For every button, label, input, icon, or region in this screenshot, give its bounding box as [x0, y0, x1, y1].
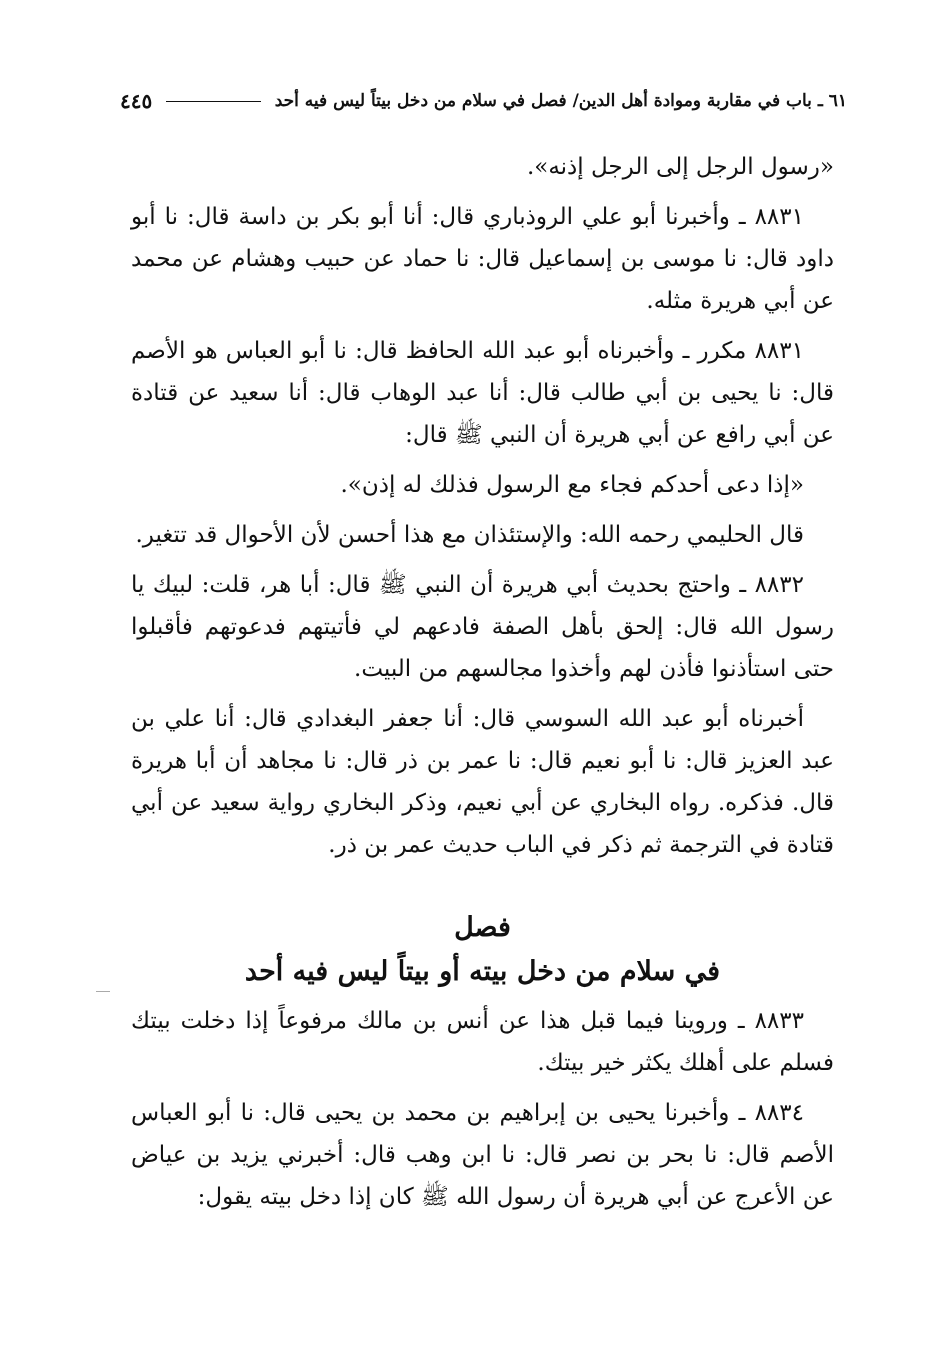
paragraph-8831-repeat: ٨٨٣١ مكرر ـ وأخبرناه أبو عبد الله الحافظ قال: نا أبو العباس هو الأصم قال: نا يحيى بن أبي طالب قال: أنا عبد الوهاب قال: أنا سعيد عن قتادة عن أبي رافع عن أبي هريرة أن النبي ﷺ قال: [131, 338, 834, 448]
running-head: ٦١ ـ باب في مقاربة وموادة أهل الدين/ فصل في سلام من دخل بيتاً ليس فيه أحد [274, 91, 847, 111]
page-header [120, 84, 847, 118]
margin-mark [96, 991, 110, 992]
paragraph-8832: ٨٨٣٢ ـ واحتج بحديث أبي هريرة أن النبي ﷺ قال: أبا هر، قلت: لبيك يا رسول الله قال: إلحق بأهل الصفة فادعهم لي فأتيتهم فدعوتهم فأقبلوا حتى استأذنوا فأذن لهم وأخذوا مجالسهم من البيت. [131, 572, 834, 682]
paragraph-quote-2: «إذا دعى أحدكم فجاء مع الرسول فذلك له إذن». [340, 472, 804, 498]
paragraph-halimi: قال الحليمي رحمه الله: والإستئذان مع هذا أحسن لأن الأحوال قد تتغير. [135, 522, 804, 548]
section-subtitle: في سلام من دخل بيته أو بيتاً ليس فيه أحد [244, 956, 721, 987]
paragraph-quote-1: «رسول الرجل إلى الرجل إذنه». [526, 154, 834, 180]
paragraph-8831: ٨٨٣١ ـ وأخبرنا أبو علي الروذباري قال: أنا أبو بكر بن داسة قال: نا أبو داود قال: نا موسى بن إسماعيل قال: نا حماد عن حبيب وهشام عن محمد عن أبي هريرة مثله. [131, 204, 834, 314]
section-title: فصل [454, 912, 511, 943]
paragraph-8833: ٨٨٣٣ ـ وروينا فيما قبل هذا عن أنس بن مالك مرفوعاً إذا دخلت بيتك فسلم على أهلك يكثر خير بيتك. [131, 1008, 834, 1076]
paragraph-sousi: أخبرناه أبو عبد الله السوسي قال: أنا جعفر البغدادي قال: أنا علي بن عبد العزيز قال: نا أبو نعيم قال: نا عمر بن ذر قال: نا مجاهد أن أبا هريرة قال. فذكره. رواه البخاري عن أبي نعيم، وذكر البخاري رواية سعيد عن أبي قتادة في الترجمة ثم ذكر في الباب حديث عمر بن ذر. [131, 706, 834, 858]
page-body [131, 146, 834, 1226]
paragraph-8834: ٨٨٣٤ ـ وأخبرنا يحيى بن إبراهيم بن محمد بن يحيى قال: نا أبو العباس الأصم قال: نا بحر بن نصر قال: نا ابن وهب قال: أخبرني يزيد بن عياض عن الأعرج عن أبي هريرة أن رسول الله ﷺ كان إذا دخل بيته يقول: [131, 1100, 834, 1210]
page-number: ٤٤٥ [120, 89, 153, 113]
header-rule [166, 101, 260, 102]
